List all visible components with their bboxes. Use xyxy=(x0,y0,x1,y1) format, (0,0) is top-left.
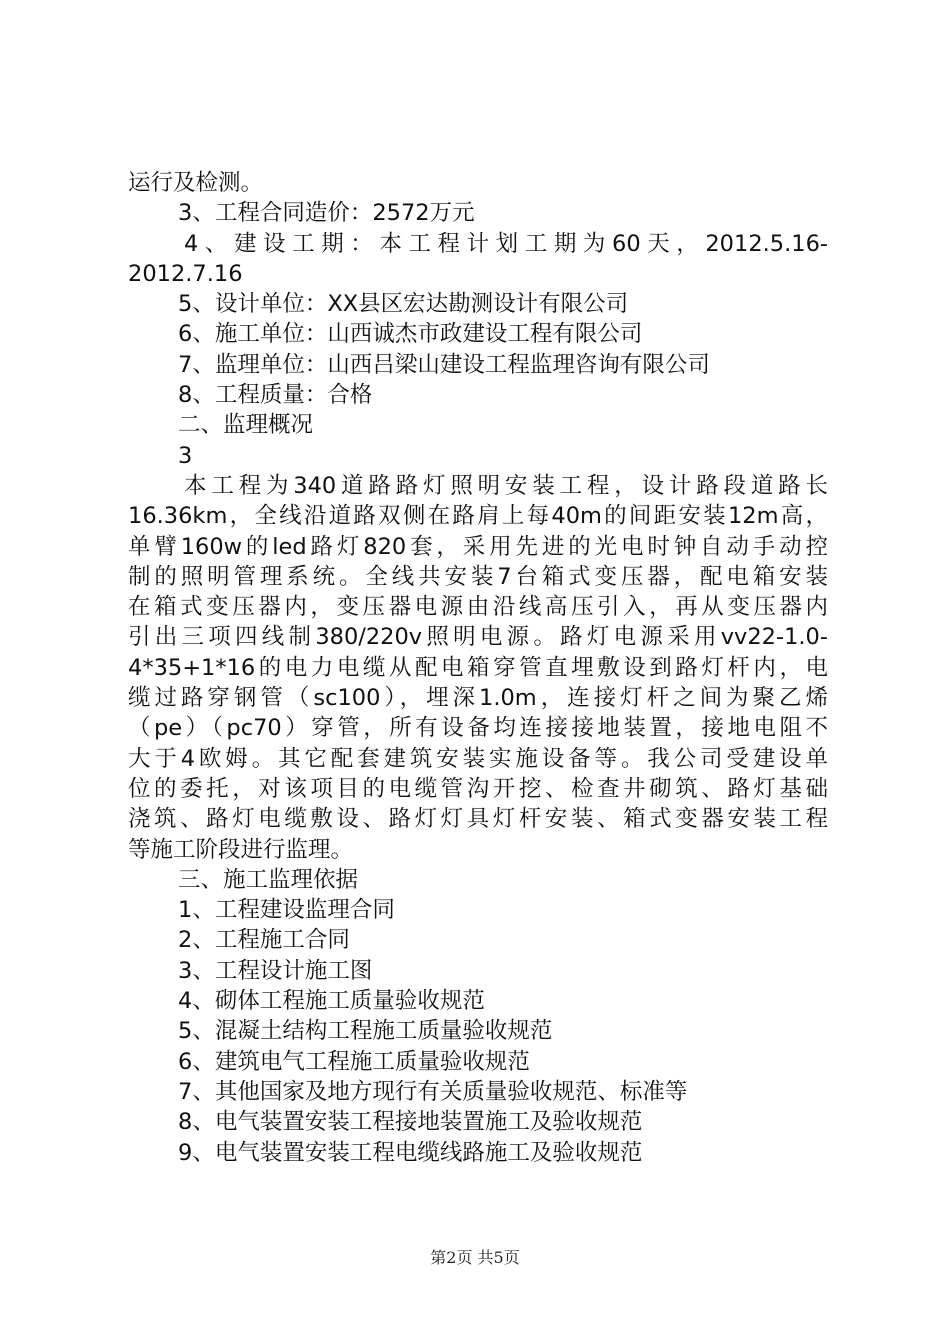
text-line: 大于4欧姆。其它配套建筑安装实施设备等。我公司受建设单 xyxy=(128,745,828,772)
list-item: 1、工程建设监理合同 xyxy=(178,897,395,924)
text-line: 4、建设工期：本工程计划工期为60天，2012.5.16- xyxy=(184,230,828,257)
text-line: 8、工程质量：合格 xyxy=(178,382,373,409)
list-item: 5、混凝土结构工程施工质量验收规范 xyxy=(178,1018,553,1045)
list-item: 6、建筑电气工程施工质量验收规范 xyxy=(178,1048,530,1075)
text-line: 运行及检测。 xyxy=(128,170,264,196)
list-item: 7、其他国家及地方现行有关质量验收规范、标准等 xyxy=(178,1078,688,1105)
text-line: 缆过路穿钢管（sc100），埋深1.0m，连接灯杆之间为聚乙烯 xyxy=(128,685,828,712)
list-item: 9、电气装置安装工程电缆线路施工及验收规范 xyxy=(178,1139,643,1166)
text-line: 在箱式变压器内，变压器电源由沿线高压引入，再从变压器内 xyxy=(128,594,828,621)
body-text xyxy=(128,168,828,1168)
text-line: 2012.7.16 xyxy=(128,260,243,287)
list-item: 4、砌体工程施工质量验收规范 xyxy=(178,988,485,1015)
text-line: 等施工阶段进行监理。 xyxy=(128,836,354,863)
text-line: 5、设计单位：XX县区宏达勘测设计有限公司 xyxy=(178,291,629,318)
list-item: 3、工程设计施工图 xyxy=(178,957,373,984)
text-line: 制的照明管理系统。全线共安装7台箱式变压器，配电箱安装 xyxy=(128,563,828,590)
text-line: 浇筑、路灯电缆敷设、路灯灯具灯杆安装、箱式变器安装工程 xyxy=(128,806,828,833)
text-line: 7、监理单位：山西吕梁山建设工程监理咨询有限公司 xyxy=(178,351,710,378)
text-line: 3、工程合同造价：2572万元 xyxy=(178,200,475,227)
text-line: 4*35+1*16的电力电缆从配电箱穿管直埋敷设到路灯杆内，电 xyxy=(128,654,828,681)
list-item: 2、工程施工合同 xyxy=(178,927,350,954)
section-heading: 三、施工监理依据 xyxy=(178,866,359,893)
text-line: 单臂160w的led路灯820套，采用先进的光电时钟自动手动控 xyxy=(128,533,828,560)
text-line: 引出三项四线制380/220v照明电源。路灯电源采用vv22-1.0- xyxy=(128,624,828,651)
text-line: 3 xyxy=(178,442,193,469)
text-line: 6、施工单位：山西诚杰市政建设工程有限公司 xyxy=(178,321,643,348)
text-line: 本工程为340道路路灯照明安装工程，设计路段道路长 xyxy=(184,472,828,499)
text-line: 16.36km，全线沿道路双侧在路肩上每40m的间距安装12m高， xyxy=(128,503,828,530)
text-line: 位的委托，对该项目的电缆管沟开挖、检查井砌筑、路灯基础 xyxy=(128,775,828,802)
text-line: （pe）（pc70）穿管，所有设备均连接接地装置，接地电阻不 xyxy=(128,715,828,742)
list-item: 8、电气装置安装工程接地装置施工及验收规范 xyxy=(178,1109,643,1136)
section-heading: 二、监理概况 xyxy=(178,412,314,439)
page-number-footer: 第2页 共5页 xyxy=(430,1248,520,1267)
